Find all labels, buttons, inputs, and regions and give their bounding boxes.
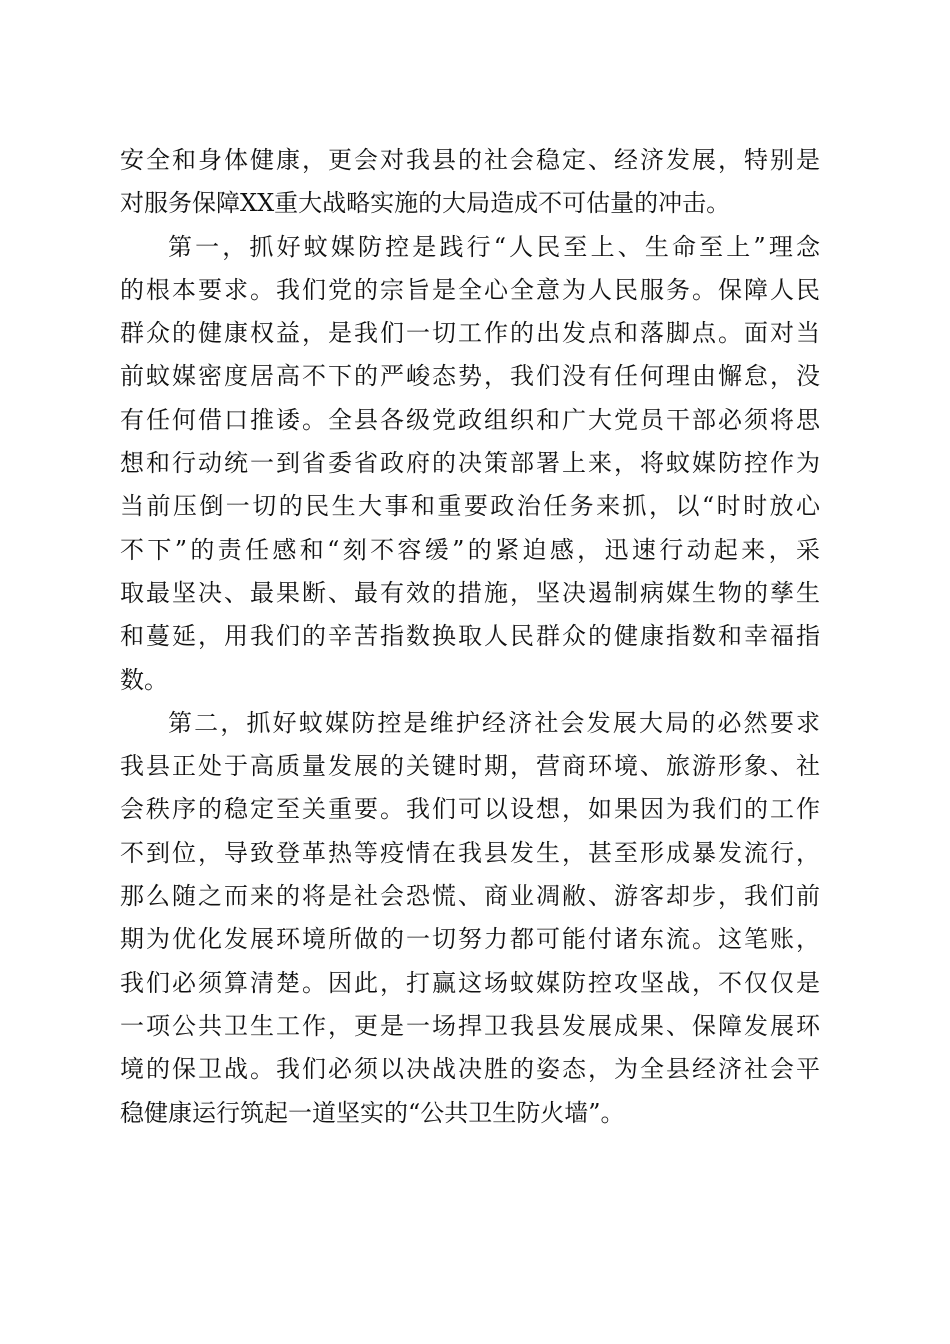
text-line: 期为优化发展环境所做的一切努力都可能付诸东流。这笔账，: [120, 925, 820, 954]
text-line: 对服务保障XX重大战略实施的大局造成不可估量的冲击。: [120, 189, 731, 218]
text-line: 当前压倒一切的民生大事和重要政治任务来抓，以“时时放心: [120, 492, 820, 521]
text-line: 我县正处于高质量发展的关键时期，营商环境、旅游形象、社: [120, 752, 820, 781]
text-line: 取最坚决、最果断、最有效的措施，坚决遏制病媒生物的孳生: [120, 578, 820, 607]
text-line: 稳健康运行筑起一道坚实的“公共卫生防火墙”。: [120, 1098, 625, 1127]
text-line: 不到位，导致登革热等疫情在我县发生，甚至形成暴发流行，: [120, 838, 820, 867]
text-line: 和蔓延，用我们的辛苦指数换取人民群众的健康指数和幸福指: [120, 622, 820, 651]
document-body: [120, 139, 820, 1135]
text-line: 有任何借口推诿。全县各级党政组织和广大党员干部必须将思: [120, 405, 820, 434]
text-line: 境的保卫战。我们必须以决战决胜的姿态，为全县经济社会平: [120, 1055, 820, 1084]
text-line: 会秩序的稳定至关重要。我们可以设想，如果因为我们的工作: [120, 795, 820, 824]
text-line: 不下”的责任感和“刻不容缓”的紧迫感，迅速行动起来，采: [120, 535, 820, 564]
text-line: 那么随之而来的将是社会恐慌、商业凋敝、游客却步，我们前: [120, 882, 820, 911]
text-line: 想和行动统一到省委省政府的决策部署上来，将蚊媒防控作为: [120, 449, 820, 478]
text-line: 的根本要求。我们党的宗旨是全心全意为人民服务。保障人民: [120, 275, 820, 304]
text-line: 数。: [120, 665, 168, 694]
paragraph-first-line: 第一，抓好蚊媒防控是践行“人民至上、生命至上”理念: [168, 232, 820, 261]
text-line: 前蚊媒密度居高不下的严峻态势，我们没有任何理由懈怠，没: [120, 362, 820, 391]
text-line: 我们必须算清楚。因此，打赢这场蚊媒防控攻坚战，不仅仅是: [120, 968, 820, 997]
paragraph-first-line: 第二，抓好蚊媒防控是维护经济社会发展大局的必然要求: [168, 708, 820, 737]
text-line: 安全和身体健康，更会对我县的社会稳定、经济发展，特别是: [120, 146, 820, 174]
text-line: 群众的健康权益，是我们一切工作的出发点和落脚点。面对当: [120, 319, 820, 348]
text-line: 一项公共卫生工作，更是一场捍卫我县发展成果、保障发展环: [120, 1011, 820, 1040]
